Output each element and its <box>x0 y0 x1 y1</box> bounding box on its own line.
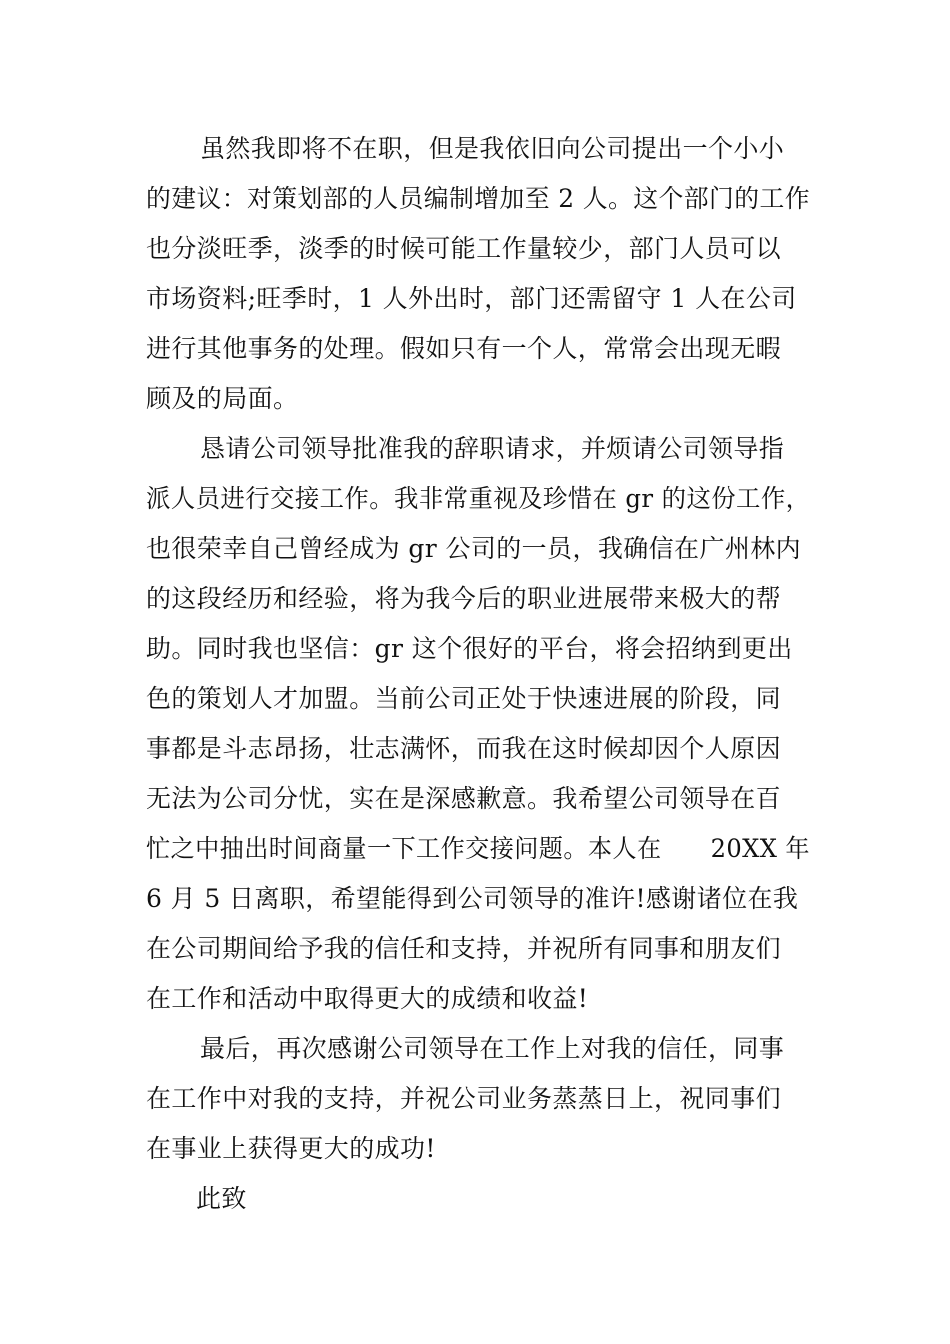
paragraph-2-line-11: 在公司期间给予我的信任和支持，并祝所有同事和朋友们 <box>146 934 782 963</box>
paragraph-3-line-2: 在工作中对我的支持，并祝公司业务蒸蒸日上，祝同事们 <box>146 1084 782 1113</box>
paragraph-1-line-3: 也分淡旺季，淡季的时候可能工作量较少，部门人员可以 <box>146 234 782 263</box>
paragraph-1-line-2: 的建议：对策划部的人员编制增加至 2 人。这个部门的工作 <box>146 184 811 213</box>
paragraph-2-line-6: 色的策划人才加盟。当前公司正处于快速进展的阶段，同 <box>146 684 782 713</box>
paragraph-2-line-7: 事都是斗志昂扬，壮志满怀，而我在这时候却因个人原因 <box>146 734 782 763</box>
paragraph-2-line-1: 恳请公司领导批准我的辞职请求，并烦请公司领导指 <box>200 434 785 463</box>
paragraph-2-line-9: 忙之中抽出时间商量一下工作交接问题。本人在 20XX 年 <box>146 834 810 863</box>
paragraph-1-line-1: 虽然我即将不在职，但是我依旧向公司提出一个小小 <box>200 134 785 163</box>
paragraph-1-line-5: 进行其他事务的处理。假如只有一个人，常常会出现无暇 <box>146 334 782 363</box>
paragraph-2-line-3: 也很荣幸自己曾经成为 gr 公司的一员，我确信在广州林内 <box>146 534 802 563</box>
paragraph-2-line-5: 助。同时我也坚信：gr 这个很好的平台，将会招纳到更出 <box>146 634 793 663</box>
closing-salutation: 此致 <box>196 1184 247 1213</box>
paragraph-2-line-8: 无法为公司分忧，实在是深感歉意。我希望公司领导在百 <box>146 784 782 813</box>
paragraph-2-line-10: 6 月 5 日离职，希望能得到公司领导的准许!感谢诸位在我 <box>146 884 799 913</box>
paragraph-2-line-2: 派人员进行交接工作。我非常重视及珍惜在 gr 的这份工作， <box>146 484 811 513</box>
paragraph-3-line-3: 在事业上获得更大的成功! <box>146 1134 436 1163</box>
paragraph-1-line-4: 市场资料;旺季时，1 人外出时，部门还需留守 1 人在公司 <box>146 284 797 313</box>
paragraph-2-line-4: 的这段经历和经验，将为我今后的职业进展带来极大的帮 <box>146 584 782 613</box>
paragraph-1-line-6: 顾及的局面。 <box>146 384 299 413</box>
paragraph-2-line-12: 在工作和活动中取得更大的成绩和收益! <box>146 984 589 1013</box>
paragraph-3-line-1: 最后，再次感谢公司领导在工作上对我的信任，同事 <box>200 1034 785 1063</box>
